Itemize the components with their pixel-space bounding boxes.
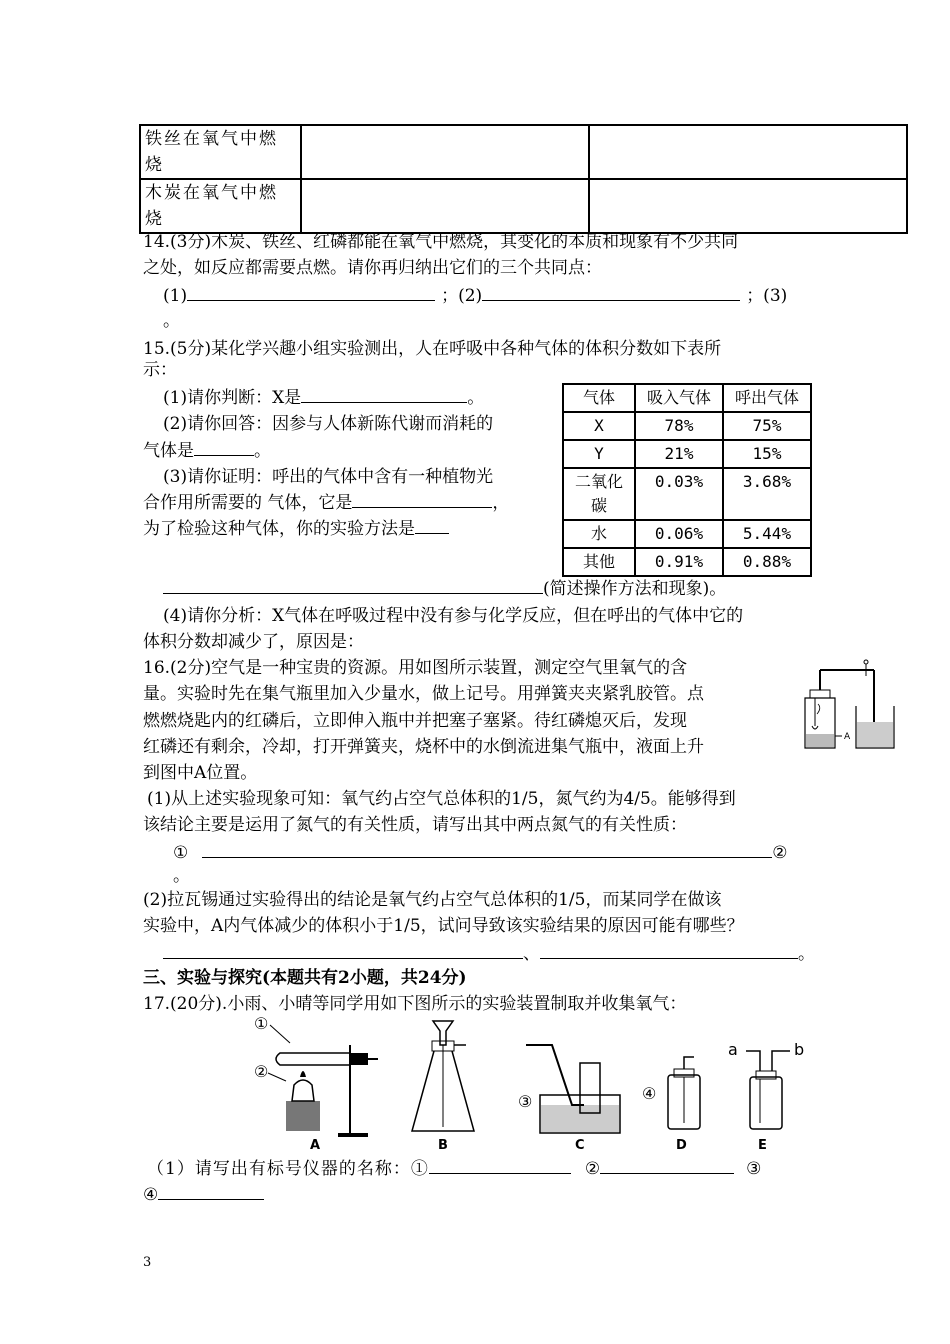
apparatus-e [728, 1040, 804, 1153]
q14-line2: 之处，如反应都需要点燃。请你再归纳出它们的三个共同点： [143, 258, 602, 278]
table-cell: 木炭在氧气中燃烧 [140, 179, 301, 233]
gas-volume-table [562, 383, 812, 577]
answer-blank[interactable] [187, 282, 435, 301]
svg-text:B: B [438, 1138, 448, 1153]
table-row: X 78% 75% [563, 412, 811, 440]
table-row: 水 0.06% 5.44% [563, 520, 811, 548]
table-header: 吸入气体 [635, 384, 723, 412]
port-b: b [794, 1040, 805, 1059]
q14-answers: (1) ；(2) ；(3) [163, 282, 787, 309]
table-header: 气体 [563, 384, 635, 412]
section-title: 三、实验与探究(本题共有2小题，共24分) [143, 968, 467, 988]
answer-blank[interactable] [540, 940, 798, 959]
lab-apparatus-figure [250, 1015, 810, 1155]
mark-1: ① [254, 1015, 269, 1033]
apparatus-a [254, 1015, 378, 1153]
answer-blank[interactable] [163, 575, 543, 594]
svg-text:E: E [758, 1138, 767, 1153]
table-header: 呼出气体 [723, 384, 811, 412]
mark-2: ② [254, 1062, 269, 1081]
apparatus-d [642, 1057, 700, 1153]
q15-line1: 15.(5分)某化学兴趣小组实验测出，人在呼吸中各种气体的体积分数如下表所 [143, 339, 722, 359]
svg-text:A: A [310, 1138, 321, 1153]
answer-blank[interactable] [158, 1181, 264, 1200]
answer-blank[interactable] [415, 515, 449, 534]
apparatus-b [412, 1021, 474, 1153]
mark-3: ③ [518, 1092, 533, 1111]
mark-4: ④ [642, 1084, 657, 1103]
table-cell[interactable] [301, 179, 589, 233]
answer-blank[interactable] [352, 489, 492, 508]
svg-text:D: D [676, 1138, 687, 1153]
svg-text:C: C [575, 1138, 585, 1153]
table-row: 其他 0.91% 0.88% [563, 548, 811, 576]
answer-blank[interactable] [429, 1155, 571, 1174]
q15-line2: 示： [143, 360, 177, 380]
answer-blank[interactable] [194, 437, 254, 456]
table-row [140, 179, 907, 233]
page-number: 3 [143, 1255, 152, 1270]
combustion-table [139, 124, 908, 234]
oxygen-measurement-apparatus [790, 656, 902, 756]
table-row [140, 125, 907, 179]
table-cell[interactable] [589, 179, 907, 233]
table-row: Y 21% 15% [563, 440, 811, 468]
answer-blank[interactable] [482, 282, 740, 301]
apparatus-c [518, 1045, 620, 1153]
fig-label-a: A [844, 732, 851, 742]
answer-blank[interactable] [600, 1155, 734, 1174]
answer-blank[interactable] [301, 384, 467, 403]
table-cell[interactable] [589, 125, 907, 179]
table-row: 二氧化碳 0.03% 3.68% [563, 468, 811, 520]
table-cell[interactable] [301, 125, 589, 179]
table-header-row [563, 384, 811, 412]
q14-line1: 14.(3分)木炭、铁丝、红磷都能在氧气中燃烧，其变化的本质和现象有不少共同 [143, 232, 739, 252]
port-a: a [728, 1040, 738, 1059]
answer-blank[interactable] [202, 839, 772, 858]
answer-blank[interactable] [163, 940, 523, 959]
table-cell: 铁丝在氧气中燃烧 [140, 125, 301, 179]
